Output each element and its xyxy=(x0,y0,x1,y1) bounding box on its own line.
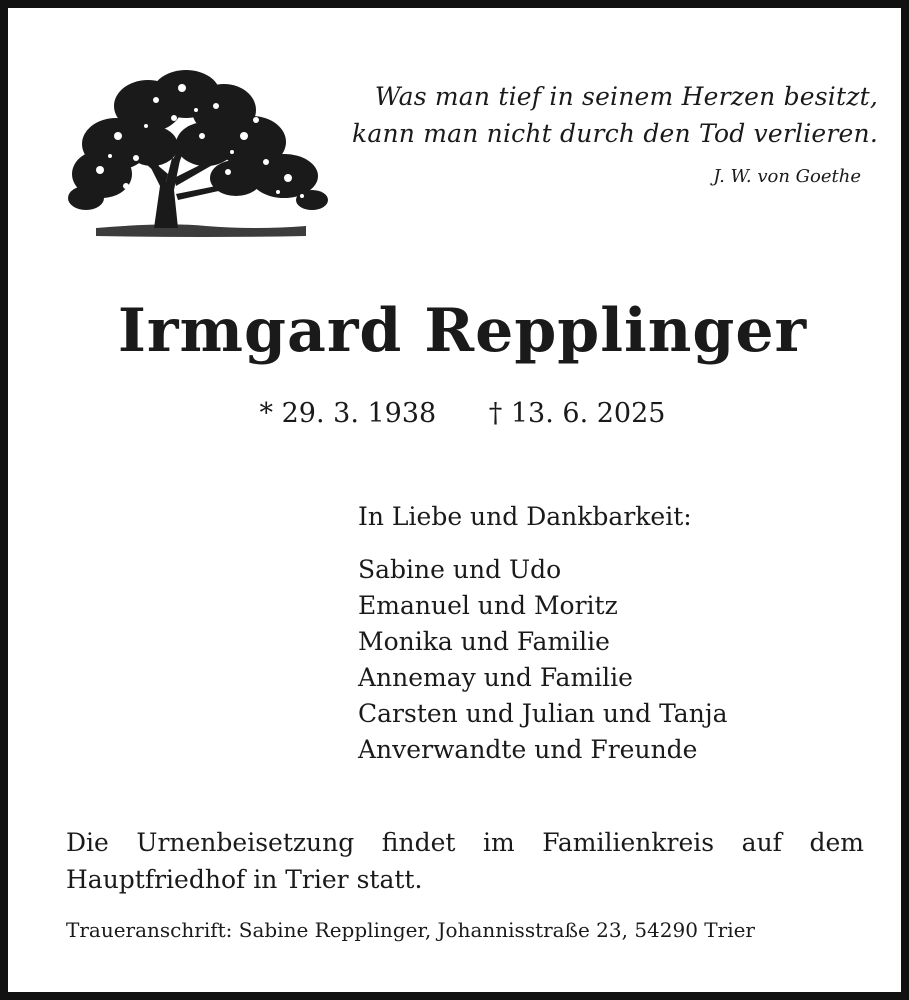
mourner-entry: Sabine und Udo xyxy=(358,555,562,584)
birth-date: * 29. 3. 1938 xyxy=(259,398,437,429)
mourner-entry: Annemay und Familie xyxy=(358,663,633,692)
death-date: † 13. 6. 2025 xyxy=(488,398,666,429)
mourner-entry: Anverwandte und Freunde xyxy=(358,735,698,764)
mourner-entry: Monika und Familie xyxy=(358,627,610,656)
quote-line-2: kann man nicht durch den Tod verlieren. xyxy=(352,119,878,148)
mourners-greeting: In Liebe und Dankbarkeit: xyxy=(358,502,692,531)
tree-illustration-icon xyxy=(56,66,328,242)
mourner-entry: Carsten und Julian und Tanja xyxy=(358,699,728,728)
deceased-name: Irmgard Repplinger xyxy=(117,296,808,366)
quote-line-1: Was man tief in seinem Herzen besitzt, xyxy=(374,82,878,111)
goethe-quote xyxy=(338,78,884,152)
life-dates xyxy=(8,398,909,429)
quote-author: J. W. von Goethe xyxy=(713,166,861,187)
mourners-list xyxy=(358,552,727,768)
mourner-entry: Emanuel und Moritz xyxy=(358,591,618,620)
burial-notice: Die Urnenbeisetzung findet im Familienkreis auf dem Hauptfriedhof in Trier statt. xyxy=(66,828,864,894)
condolence-address: Traueranschrift: Sabine Repplinger, Johannisstraße 23, 54290 Trier xyxy=(66,918,755,942)
